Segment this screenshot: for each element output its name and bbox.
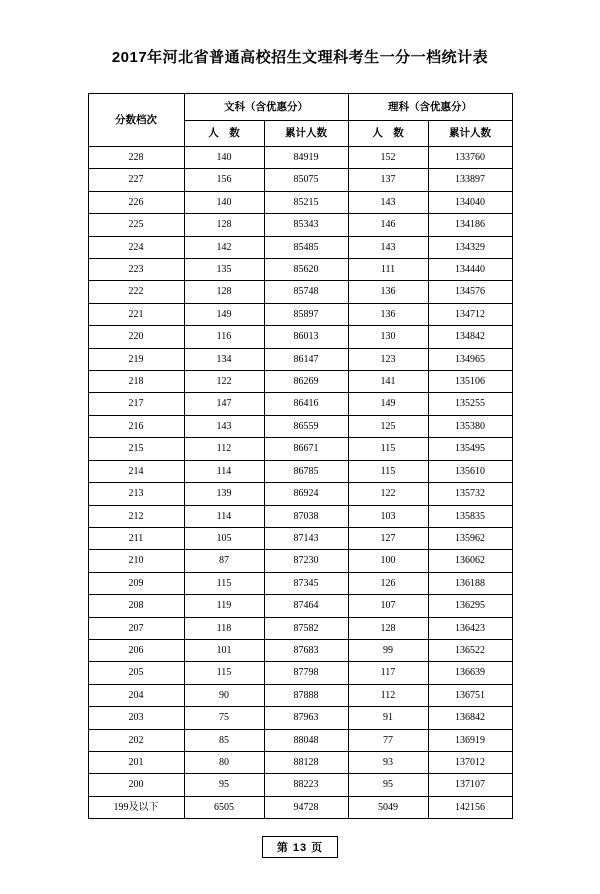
- cell-score: 199及以下: [88, 796, 184, 818]
- cell-score: 202: [88, 729, 184, 751]
- cell-wen-cumulative: 86269: [264, 371, 348, 393]
- cell-li-count: 77: [348, 729, 428, 751]
- cell-wen-count: 128: [184, 281, 264, 303]
- cell-li-cumulative: 136639: [428, 662, 512, 684]
- cell-li-count: 99: [348, 639, 428, 661]
- cell-wen-cumulative: 88048: [264, 729, 348, 751]
- cell-li-count: 149: [348, 393, 428, 415]
- cell-li-count: 117: [348, 662, 428, 684]
- cell-li-cumulative: 134965: [428, 348, 512, 370]
- table-row: [88, 483, 512, 505]
- table-row: [88, 169, 512, 191]
- cell-score: 201: [88, 751, 184, 773]
- cell-score: 228: [88, 147, 184, 169]
- cell-wen-cumulative: 85748: [264, 281, 348, 303]
- cell-score: 215: [88, 438, 184, 460]
- cell-wen-cumulative: 86671: [264, 438, 348, 460]
- table-row: [88, 796, 512, 818]
- cell-li-count: 93: [348, 751, 428, 773]
- cell-wen-cumulative: 85485: [264, 236, 348, 258]
- cell-score: 217: [88, 393, 184, 415]
- cell-li-cumulative: 135495: [428, 438, 512, 460]
- table-row: [88, 774, 512, 796]
- cell-wen-count: 156: [184, 169, 264, 191]
- cell-wen-cumulative: 94728: [264, 796, 348, 818]
- header-liberal-arts-count: 人 数: [184, 121, 264, 147]
- header-group-science: 理科（含优惠分）: [348, 94, 512, 121]
- cell-li-count: 152: [348, 147, 428, 169]
- table-row: [88, 572, 512, 594]
- cell-wen-count: 140: [184, 147, 264, 169]
- cell-li-count: 111: [348, 259, 428, 281]
- cell-score: 218: [88, 371, 184, 393]
- cell-li-count: 143: [348, 191, 428, 213]
- cell-score: 209: [88, 572, 184, 594]
- cell-wen-cumulative: 87464: [264, 595, 348, 617]
- cell-wen-cumulative: 84919: [264, 147, 348, 169]
- cell-li-count: 123: [348, 348, 428, 370]
- cell-li-count: 127: [348, 527, 428, 549]
- cell-li-count: 95: [348, 774, 428, 796]
- cell-li-count: 5049: [348, 796, 428, 818]
- cell-li-count: 122: [348, 483, 428, 505]
- cell-score: 210: [88, 550, 184, 572]
- cell-li-cumulative: 136188: [428, 572, 512, 594]
- cell-wen-count: 128: [184, 214, 264, 236]
- cell-wen-count: 143: [184, 415, 264, 437]
- cell-li-cumulative: 134186: [428, 214, 512, 236]
- table-row: [88, 281, 512, 303]
- table-row: [88, 751, 512, 773]
- cell-score: 203: [88, 707, 184, 729]
- cell-score: 200: [88, 774, 184, 796]
- cell-li-cumulative: 135835: [428, 505, 512, 527]
- cell-wen-cumulative: 86416: [264, 393, 348, 415]
- cell-li-cumulative: 136423: [428, 617, 512, 639]
- cell-li-cumulative: 136919: [428, 729, 512, 751]
- cell-li-count: 136: [348, 303, 428, 325]
- cell-wen-cumulative: 87888: [264, 684, 348, 706]
- table-row: [88, 147, 512, 169]
- table-row: [88, 729, 512, 751]
- cell-wen-count: 85: [184, 729, 264, 751]
- table-row: [88, 460, 512, 482]
- cell-score: 212: [88, 505, 184, 527]
- cell-wen-cumulative: 87038: [264, 505, 348, 527]
- cell-wen-count: 119: [184, 595, 264, 617]
- cell-li-count: 125: [348, 415, 428, 437]
- table-row: [88, 707, 512, 729]
- table-row: [88, 438, 512, 460]
- cell-li-cumulative: 136842: [428, 707, 512, 729]
- cell-wen-count: 6505: [184, 796, 264, 818]
- cell-score: 226: [88, 191, 184, 213]
- table-row: [88, 550, 512, 572]
- cell-li-count: 100: [348, 550, 428, 572]
- table-row: [88, 371, 512, 393]
- cell-wen-count: 101: [184, 639, 264, 661]
- cell-li-cumulative: 142156: [428, 796, 512, 818]
- table-row: [88, 505, 512, 527]
- cell-li-cumulative: 135380: [428, 415, 512, 437]
- table-row: [88, 527, 512, 549]
- table-row: [88, 393, 512, 415]
- table-row: [88, 595, 512, 617]
- table-row: [88, 326, 512, 348]
- cell-score: 222: [88, 281, 184, 303]
- cell-wen-count: 135: [184, 259, 264, 281]
- cell-score: 219: [88, 348, 184, 370]
- table-row: [88, 214, 512, 236]
- cell-wen-count: 149: [184, 303, 264, 325]
- cell-score: 221: [88, 303, 184, 325]
- cell-wen-cumulative: 85343: [264, 214, 348, 236]
- cell-wen-cumulative: 87683: [264, 639, 348, 661]
- cell-li-count: 143: [348, 236, 428, 258]
- cell-wen-count: 75: [184, 707, 264, 729]
- cell-wen-count: 95: [184, 774, 264, 796]
- cell-li-cumulative: 134329: [428, 236, 512, 258]
- cell-wen-cumulative: 87143: [264, 527, 348, 549]
- cell-wen-cumulative: 85215: [264, 191, 348, 213]
- cell-score: 213: [88, 483, 184, 505]
- cell-wen-cumulative: 88128: [264, 751, 348, 773]
- cell-wen-count: 114: [184, 460, 264, 482]
- table-row: [88, 236, 512, 258]
- cell-li-cumulative: 135255: [428, 393, 512, 415]
- cell-wen-count: 122: [184, 371, 264, 393]
- table-row: [88, 617, 512, 639]
- cell-wen-count: 105: [184, 527, 264, 549]
- cell-li-cumulative: 136751: [428, 684, 512, 706]
- cell-li-count: 91: [348, 707, 428, 729]
- cell-li-cumulative: 134842: [428, 326, 512, 348]
- cell-wen-cumulative: 87963: [264, 707, 348, 729]
- cell-wen-count: 116: [184, 326, 264, 348]
- cell-wen-count: 142: [184, 236, 264, 258]
- header-liberal-arts-cumulative: 累计人数: [264, 121, 348, 147]
- cell-score: 211: [88, 527, 184, 549]
- header-group-liberal-arts: 文科（含优惠分）: [184, 94, 348, 121]
- cell-score: 225: [88, 214, 184, 236]
- cell-score: 208: [88, 595, 184, 617]
- cell-li-cumulative: 135106: [428, 371, 512, 393]
- cell-wen-count: 90: [184, 684, 264, 706]
- cell-score: 216: [88, 415, 184, 437]
- cell-li-count: 103: [348, 505, 428, 527]
- cell-wen-cumulative: 86147: [264, 348, 348, 370]
- cell-li-cumulative: 135610: [428, 460, 512, 482]
- cell-score: 220: [88, 326, 184, 348]
- cell-li-cumulative: 135962: [428, 527, 512, 549]
- cell-li-count: 115: [348, 438, 428, 460]
- cell-li-count: 112: [348, 684, 428, 706]
- cell-li-cumulative: 133897: [428, 169, 512, 191]
- cell-wen-cumulative: 85620: [264, 259, 348, 281]
- cell-wen-count: 147: [184, 393, 264, 415]
- cell-score: 224: [88, 236, 184, 258]
- cell-li-cumulative: 136295: [428, 595, 512, 617]
- cell-wen-count: 80: [184, 751, 264, 773]
- document-page: [0, 46, 600, 894]
- cell-wen-cumulative: 86924: [264, 483, 348, 505]
- cell-li-cumulative: 133760: [428, 147, 512, 169]
- cell-li-cumulative: 134440: [428, 259, 512, 281]
- cell-li-count: 115: [348, 460, 428, 482]
- cell-wen-count: 114: [184, 505, 264, 527]
- cell-li-cumulative: 134712: [428, 303, 512, 325]
- table-header: [88, 94, 512, 147]
- cell-wen-cumulative: 88223: [264, 774, 348, 796]
- cell-li-count: 141: [348, 371, 428, 393]
- table-row: [88, 639, 512, 661]
- cell-wen-count: 140: [184, 191, 264, 213]
- cell-li-count: 130: [348, 326, 428, 348]
- cell-wen-count: 115: [184, 572, 264, 594]
- page-title: 2017年河北省普通高校招生文理科考生一分一档统计表: [111, 49, 489, 66]
- header-science-cumulative: 累计人数: [428, 121, 512, 147]
- cell-li-cumulative: 137012: [428, 751, 512, 773]
- cell-li-count: 126: [348, 572, 428, 594]
- header-score-range: 分数档次: [88, 94, 184, 147]
- page-footer: [0, 836, 600, 858]
- cell-li-cumulative: 134040: [428, 191, 512, 213]
- cell-wen-cumulative: 87230: [264, 550, 348, 572]
- cell-wen-cumulative: 86559: [264, 415, 348, 437]
- score-distribution-table: [88, 93, 513, 819]
- cell-score: 207: [88, 617, 184, 639]
- cell-li-cumulative: 136522: [428, 639, 512, 661]
- table-row: [88, 415, 512, 437]
- cell-li-cumulative: 135732: [428, 483, 512, 505]
- cell-li-count: 137: [348, 169, 428, 191]
- table-row: [88, 259, 512, 281]
- cell-li-count: 136: [348, 281, 428, 303]
- cell-wen-count: 87: [184, 550, 264, 572]
- table-body: [88, 147, 512, 819]
- cell-li-cumulative: 134576: [428, 281, 512, 303]
- cell-li-cumulative: 137107: [428, 774, 512, 796]
- cell-score: 227: [88, 169, 184, 191]
- cell-score: 214: [88, 460, 184, 482]
- table-row: [88, 684, 512, 706]
- header-science-count: 人 数: [348, 121, 428, 147]
- cell-wen-cumulative: 85075: [264, 169, 348, 191]
- cell-wen-cumulative: 87345: [264, 572, 348, 594]
- cell-li-count: 146: [348, 214, 428, 236]
- table-row: [88, 303, 512, 325]
- cell-wen-cumulative: 86785: [264, 460, 348, 482]
- cell-wen-cumulative: 87582: [264, 617, 348, 639]
- page-number: 第 13 页: [262, 836, 338, 858]
- cell-wen-cumulative: 86013: [264, 326, 348, 348]
- cell-wen-count: 139: [184, 483, 264, 505]
- cell-score: 206: [88, 639, 184, 661]
- cell-wen-cumulative: 85897: [264, 303, 348, 325]
- cell-wen-count: 112: [184, 438, 264, 460]
- cell-li-cumulative: 136062: [428, 550, 512, 572]
- table-row: [88, 662, 512, 684]
- cell-li-count: 107: [348, 595, 428, 617]
- table-row: [88, 191, 512, 213]
- cell-score: 205: [88, 662, 184, 684]
- cell-wen-count: 134: [184, 348, 264, 370]
- cell-wen-count: 115: [184, 662, 264, 684]
- cell-li-count: 128: [348, 617, 428, 639]
- table-row: [88, 348, 512, 370]
- cell-wen-count: 118: [184, 617, 264, 639]
- cell-wen-cumulative: 87798: [264, 662, 348, 684]
- cell-score: 204: [88, 684, 184, 706]
- cell-score: 223: [88, 259, 184, 281]
